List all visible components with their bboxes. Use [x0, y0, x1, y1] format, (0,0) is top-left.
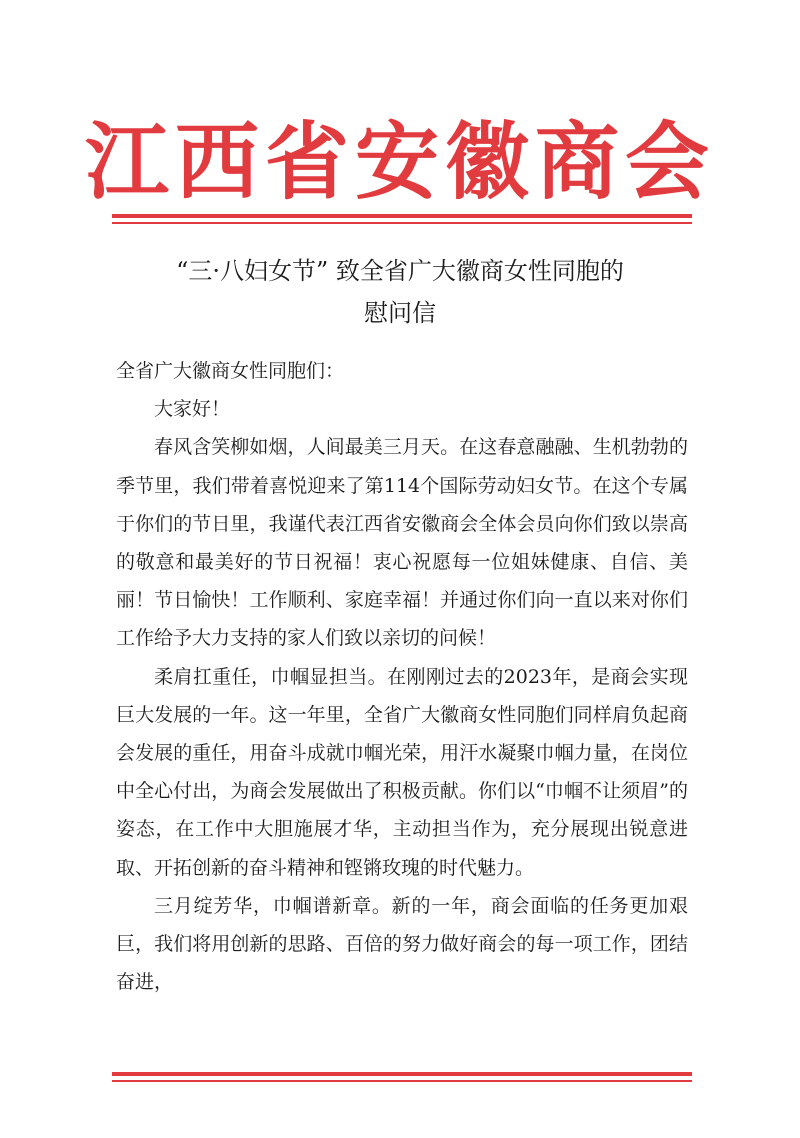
letter-greeting: 大家好！: [154, 398, 231, 421]
letter-salutation: 全省广大徽商女性同胞们：: [116, 360, 345, 382]
footer-rule-thick: [112, 1072, 692, 1076]
letter-body: [116, 352, 688, 1001]
letter-title-line2: 慰问信: [364, 299, 436, 327]
letter-paragraph: 三月绽芳华，巾帼谱新章。新的一年，商会面临的任务更加艰巨，我们将用创新的思路、百倍的努力做好商会的每一项工作，团结奋进，: [116, 894, 688, 994]
letter-title-line1: “三·八妇女节” 致全省广大徽商女性同胞的: [176, 257, 624, 285]
letter-paragraph: 柔肩扛重任，巾帼显担当。在刚刚过去的2023年，是商会实现巨大发展的一年。这一年里，全省广大徽商女性同胞们同样肩负起商会发展的重任，用奋斗成就巾帼光荣，用汗水凝聚巾帼力量，在岗位中全心付出，为商会发展做出了积极贡献。你们以“巾帼不让须眉”的姿态，在工作中大胆施展才华，主动担当作为，充分展现出锐意进取、开拓创新的奋斗精神和铿锵玫瑰的时代魅力。: [116, 665, 688, 879]
letterhead-organization-name: 江西省安徽商会: [84, 112, 715, 211]
header-rule-thick: [112, 214, 692, 218]
footer-rule-thin: [112, 1080, 692, 1082]
header-rule-thin: [112, 222, 692, 224]
letter-paragraph: 春风含笑柳如烟，人间最美三月天。在这春意融融、生机勃勃的季节里，我们带着喜悦迎来了第114个国际劳动妇女节。在这个专属于你们的节日里，我谨代表江西省安徽商会全体会员向你们致以崇高的敬意和最美好的节日祝福！衷心祝愿每一位姐妹健康、自信、美丽！节日愉快！工作顺利、家庭幸福！并通过你们向一直以来对你们工作给予大力支持的家人们致以亲切的问候！: [116, 436, 688, 650]
